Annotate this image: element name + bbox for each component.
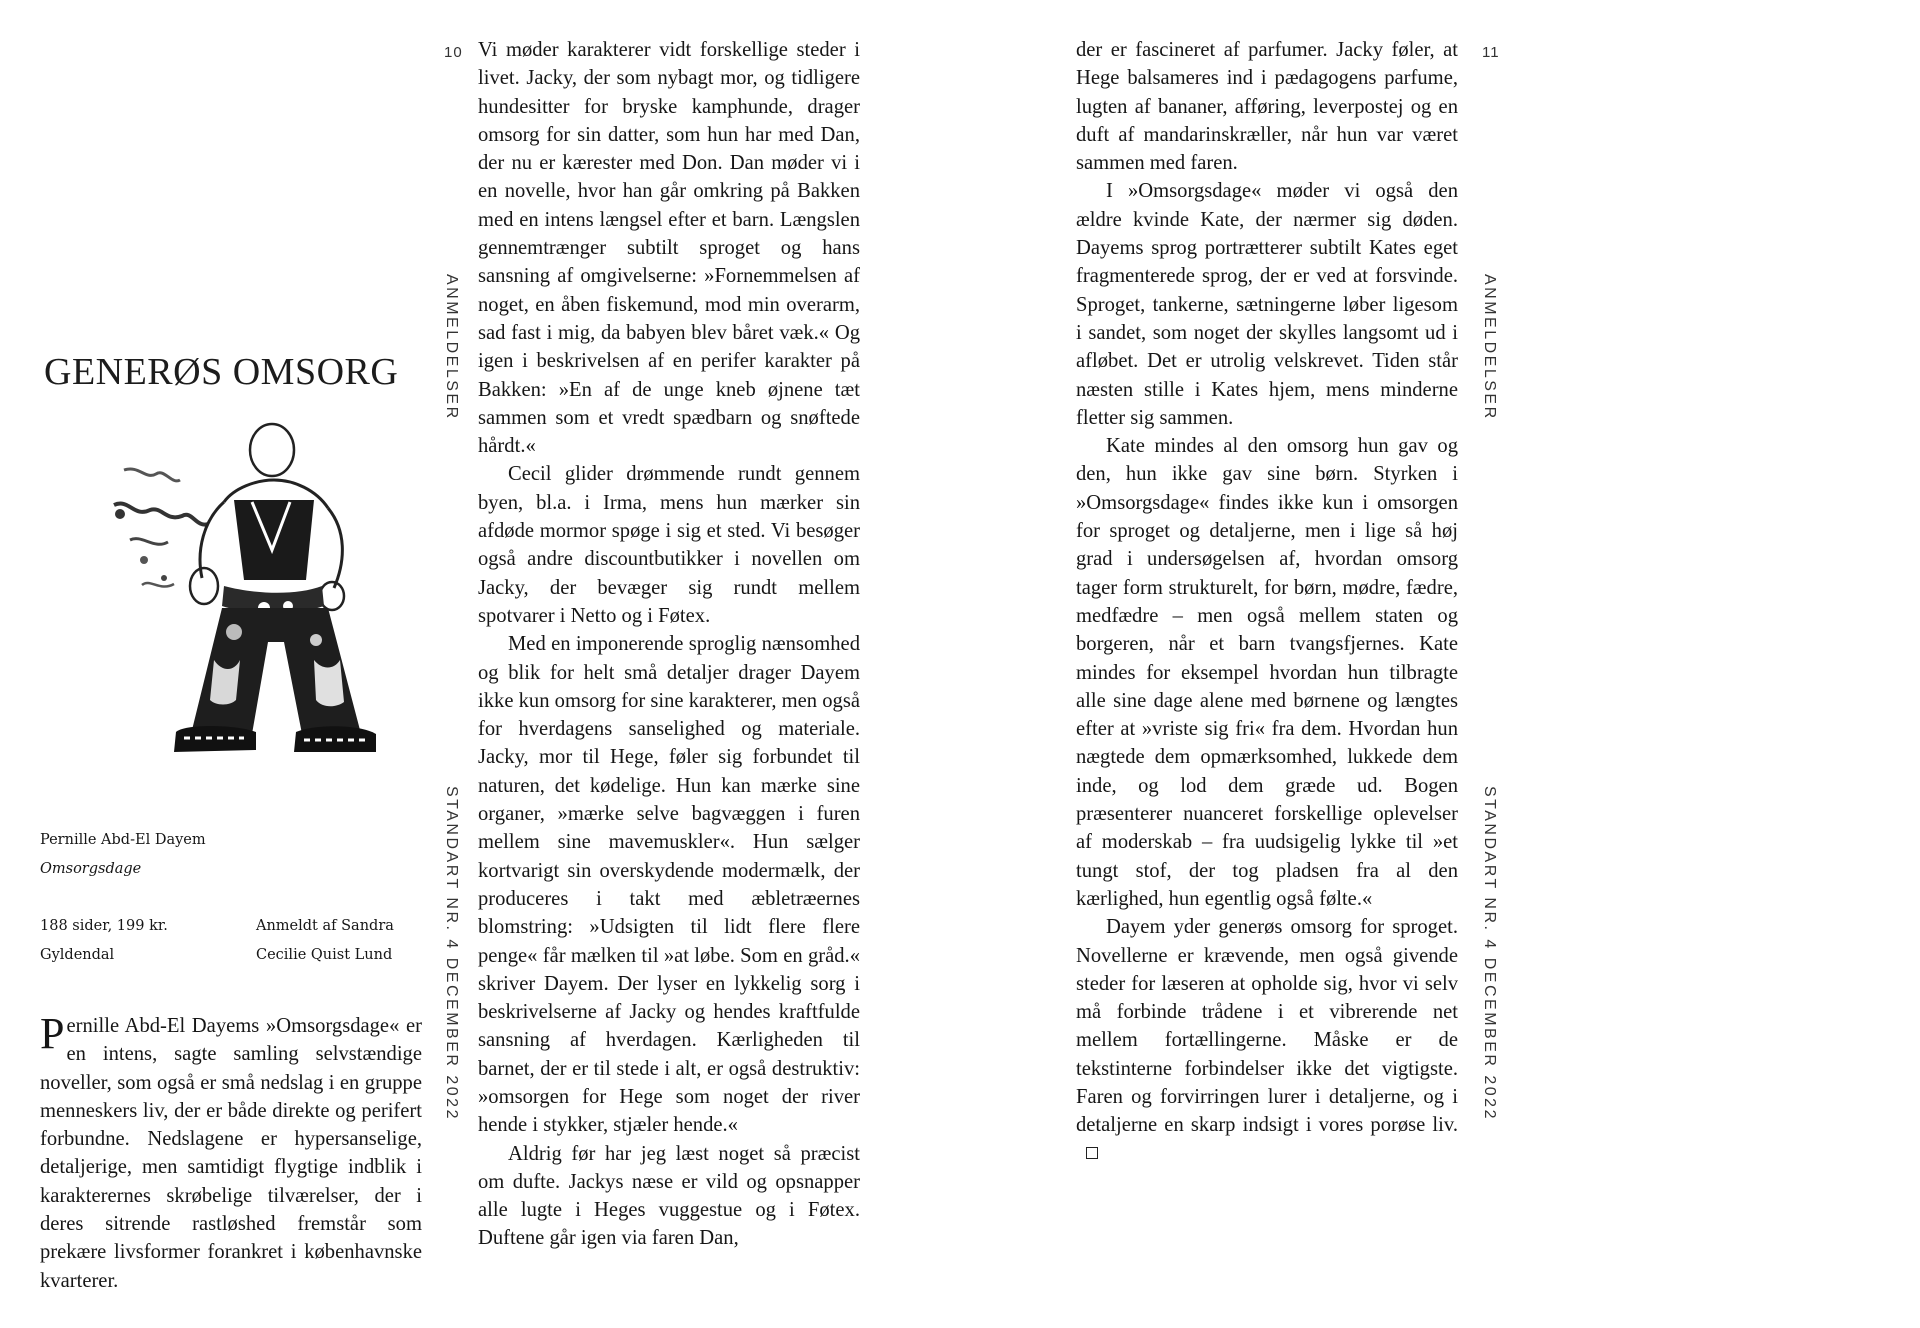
drop-cap: P xyxy=(40,1009,65,1058)
side-label-left-top: ANMELDELSER xyxy=(443,274,460,421)
final-text: Dayem yder generøs omsorg for sproget. Novellerne er krævende, men også givende steder for læseren at opholde sig, hvor vi selv må forbinde trådene i et vibrerende net mellem fortællingerne. Måske er de tekstinterne forbindelser ikke det vigtigste. Faren og forvirringen lurer i detaljerne, og i detaljerne en skarp indsigt i vores porøse liv. xyxy=(1076,916,1458,1137)
end-square-icon xyxy=(1086,1147,1098,1159)
right-body-column xyxy=(1076,36,1458,1168)
page-number-left: 10 xyxy=(444,44,463,61)
book-author: Pernille Abd-El Dayem xyxy=(40,832,206,848)
book-publisher: Gyldendal xyxy=(40,947,115,963)
side-label-right-bottom: STANDART NR. 4 DECEMBER 2022 xyxy=(1481,786,1498,1121)
paragraph: Kate mindes al den omsorg hun gav og den, hun ikke gav sine børn. Styrken i »Omsorgsdage« findes ikke kun i omsorgen for sproget og detaljerne, men i lige så høj grad i undersøgelsen af, hvordan omsorg tager form strukturelt, for børn, mødre, fædre, medfædre – men også mellem staten og borgeren, når et barn tvangsfjernes. Kate mindes for eksempel hvordan hun tilbragte alle sine dage alene med børnene og længtes efter at »vriste sig fri« fra dem. Hvordan hun nægtede dem opmærksomhed, lukkede dem inde, og lod dem græde ud. Bogen præsenterer nuanceret forskellige oplevelser af moderskab – fra uudsigelig lykke til »et tungt stof, der tog pladsen fra al den kærlighed, hun egentlig også følte.« xyxy=(1076,435,1458,910)
paragraph: Med en imponerende sproglig nænsomhed og blik for helt små detaljer drager Dayem ikke kun omsorg for sine karakterer, men også for hverdagens sanselighed og materiale. Jacky, mor til Hege, føler sig forbundet til naturen, det kødelige. Hun kan mærke sine organer, »mærke selve bagvæggen i furen mellem sine mavemuskler«. Hun sælger kortvarigt sin overskydende modermælk, der produceres i takt med æbletræernes blomstring: »Udsigten til lidt flere flere penge« får mælken til »at løbe. Som en gråd.« skriver Dayem. Der lyser en lykkelig sorg i beskrivelserne af Jacky og hendes kraftfulde sansning af hverdagen. Kærligheden til barnet, der er til stede i alt, er også destruktiv: »omsorgen for Hege som noget der river hende i stykker, stjæler hende.« xyxy=(478,633,860,1137)
paragraph: Aldrig før har jeg læst noget så præcist om dufte. Jackys næse er vild og opsnapper alle lugte i Heges vuggestue og i Føtex. Duftene går igen via faren Dan, xyxy=(478,1142,860,1250)
left-body-column xyxy=(478,36,860,1253)
lead-paragraph xyxy=(40,1009,422,1295)
reviewer-line-2: Cecilie Quist Lund xyxy=(256,947,393,963)
page-number-right: 11 xyxy=(1482,44,1500,61)
paragraph: I »Omsorgsdage« møder vi også den ældre kvinde Kate, der nærmer sig døden. Dayems sprog portrætterer subtilt Kates eget fragmenterede sprog, der er ved at forsvinde. Sproget, tankerne, sætningerne løber ligesom i sandet, som noget der skylles langsomt ud i afløbet. Det er utrolig velskrevet. Tiden står næsten stille i Kates hjem, mens minderne fletter sig sammen. xyxy=(1076,180,1458,429)
lead-text: ernille Abd-El Dayems »Omsorgsdage« er en intens, sagte samling selvstændige noveller, som også er små nedslag i en gruppe menneskers liv, der er både direkte og perifert forbundne. Nedslagene er hypersanselige, detaljerige, men samtidigt flygtige indblik i karakterernes skrøbelige tilværelser, der i deres sitrende rastløshed fremstår som prekære livsformer forankret i københavnske kvarterer. xyxy=(40,1015,422,1292)
side-label-right-top: ANMELDELSER xyxy=(1481,274,1498,421)
paragraph-continued: der er fascineret af parfumer. Jacky føler, at Hege balsameres ind i pædagogens parfume, lugten af bananer, afføring, leverpostej og en duft af mandarinskræller, når hun var været sammen med faren. xyxy=(1076,39,1458,175)
paragraph: Vi møder karakterer vidt forskellige steder i livet. Jacky, der som nybagt mor, og tidligere hundesitter for bryske kamphunde, drager omsorg for sin datter, som hun har med Dan, der nu er kærester med Don. Dan møder vi i en novelle, hvor han går omkring på Bakken med en intens længsel efter et barn. Længslen gennemtrænger subtilt sproget og hans sansning af omgivelserne: »Fornemmelsen af noget, en åben fiskemund, mod min overarm, sad fast i mig, da babyen blev båret væk.« Og igen i beskrivelsen af en perifer karakter på Bakken: »En af de unge kneb øjnene tæt sammen som et vredt spædbarn og snøftede hårdt.« xyxy=(478,39,860,458)
reviewer-info xyxy=(256,912,394,970)
paragraph: Cecil glider drømmende rundt gennem byen, bl.a. i Irma, mens hun mærker sin afdøde mormor spøge i sig et sted. Vi besøger også andre discountbutikker i novellen om Jacky, der bevæger sig rundt mellem spotvarer i Netto og i Føtex. xyxy=(478,463,860,627)
figure-dancing-illustration xyxy=(84,410,384,780)
reviewer-line-1: Anmeldt af Sandra xyxy=(256,918,394,934)
book-info xyxy=(40,826,206,884)
book-title: Omsorgsdage xyxy=(40,861,142,877)
side-label-left-bottom: STANDART NR. 4 DECEMBER 2022 xyxy=(443,786,460,1121)
book-details xyxy=(40,912,168,970)
article-title: GENERØS OMSORG xyxy=(44,351,399,393)
paragraph-final xyxy=(1076,913,1458,1168)
book-pages-price: 188 sider, 199 kr. xyxy=(40,918,168,934)
